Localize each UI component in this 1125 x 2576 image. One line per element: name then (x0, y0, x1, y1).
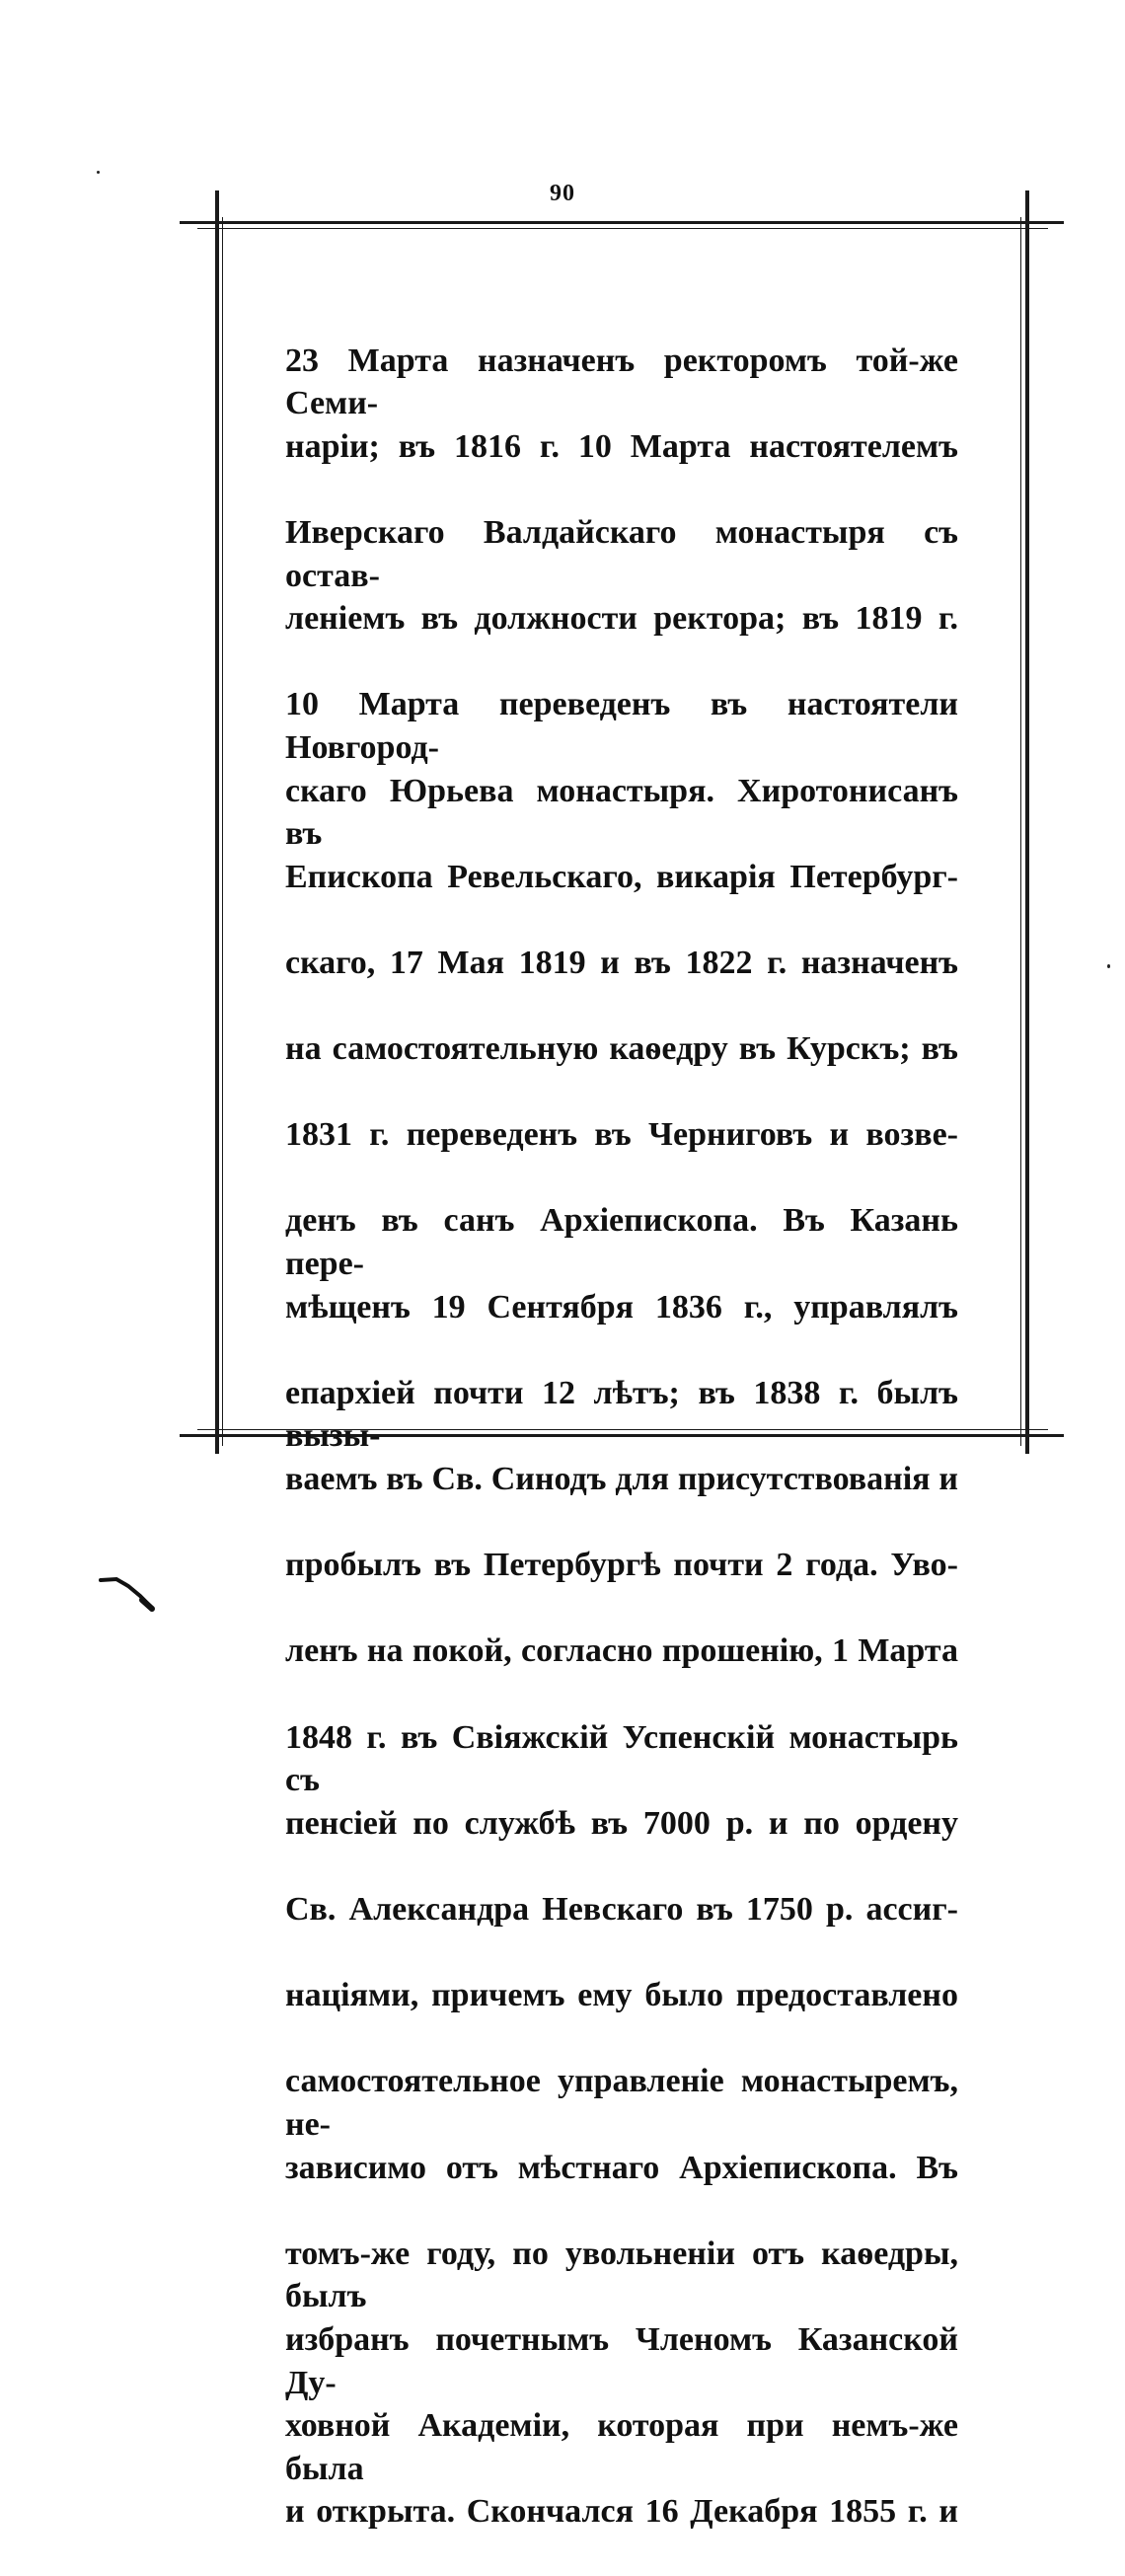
text-line: Епископа Ревельскаго, викарія Петербург- (285, 858, 958, 895)
text-line: избранъ почетнымъ Членомъ Казанской Ду- (285, 2320, 958, 2401)
page-number: 90 (550, 181, 575, 206)
text-line: ленъ на покой, согласно прошенію, 1 Марта (285, 1632, 958, 1670)
body-text (285, 296, 958, 2576)
frame-left-rule-thin (222, 217, 223, 1446)
pen-stroke-mark (99, 1574, 158, 1614)
text-line: ваемъ въ Св. Синодъ для присутствованія и (285, 1461, 958, 1498)
dust-speck (1107, 964, 1110, 968)
frame-right-rule (1025, 190, 1029, 1454)
text-line: скаго, 17 Мая 1819 и въ 1822 г. назначенъ (285, 944, 958, 981)
text-line: 1831 г. переведенъ въ Черниговъ и возве- (285, 1116, 958, 1154)
text-line: ховной Академіи, которая при немъ-же была (285, 2407, 958, 2487)
text-line: наріи; въ 1816 г. 10 Марта настоятелемъ (285, 427, 958, 465)
text-line: леніемъ въ должности ректора; въ 1819 г. (285, 600, 958, 638)
text-line: пенсіей по службѣ въ 7000 р. и по ордену (285, 1804, 958, 1842)
text-line: 1848 г. въ Свіяжскій Успенскій монастырь съ (285, 1718, 958, 1799)
frame-right-rule-thin (1020, 217, 1021, 1446)
text-line: Св. Александра Невскаго въ 1750 р. ассиг- (285, 1890, 958, 1928)
text-line: и открыта. Скончался 16 Декабря 1855 г. и (285, 2493, 958, 2531)
text-line: епархіей почти 12 лѣтъ; въ 1838 г. былъ вызы- (285, 1374, 958, 1455)
frame-top-rule (180, 221, 1064, 224)
frame-top-rule-thin (197, 228, 1048, 229)
text-line: скаго Юрьева монастыря. Хиротонисанъ въ (285, 772, 958, 853)
text-line: на самостоятельную каѳедру въ Курскъ; въ (285, 1030, 958, 1068)
text-line: 23 Марта назначенъ ректоромъ той-же Семи- (285, 341, 958, 422)
text-line: томъ-же году, по увольненіи отъ каѳедры, былъ (285, 2235, 958, 2315)
dust-speck (97, 171, 100, 174)
text-line: зависимо отъ мѣстнаго Архіепископа. Въ (285, 2149, 958, 2186)
text-line: денъ въ санъ Архіепископа. Въ Казань пере- (285, 1202, 958, 1283)
text-line: націями, причемъ ему было предоставлено (285, 1977, 958, 2014)
text-line: Иверскаго Валдайскаго монастыря съ остав- (285, 513, 958, 594)
text-line: 10 Марта переведенъ въ настоятели Новгород- (285, 686, 958, 766)
text-line: пробылъ въ Петербургѣ почти 2 года. Уво- (285, 1547, 958, 1584)
frame-left-rule (215, 190, 219, 1454)
text-line: самостоятельное управленіе монастыремъ, не- (285, 2063, 958, 2143)
text-line: мѣщенъ 19 Сентября 1836 г., управлялъ (285, 1288, 958, 1326)
